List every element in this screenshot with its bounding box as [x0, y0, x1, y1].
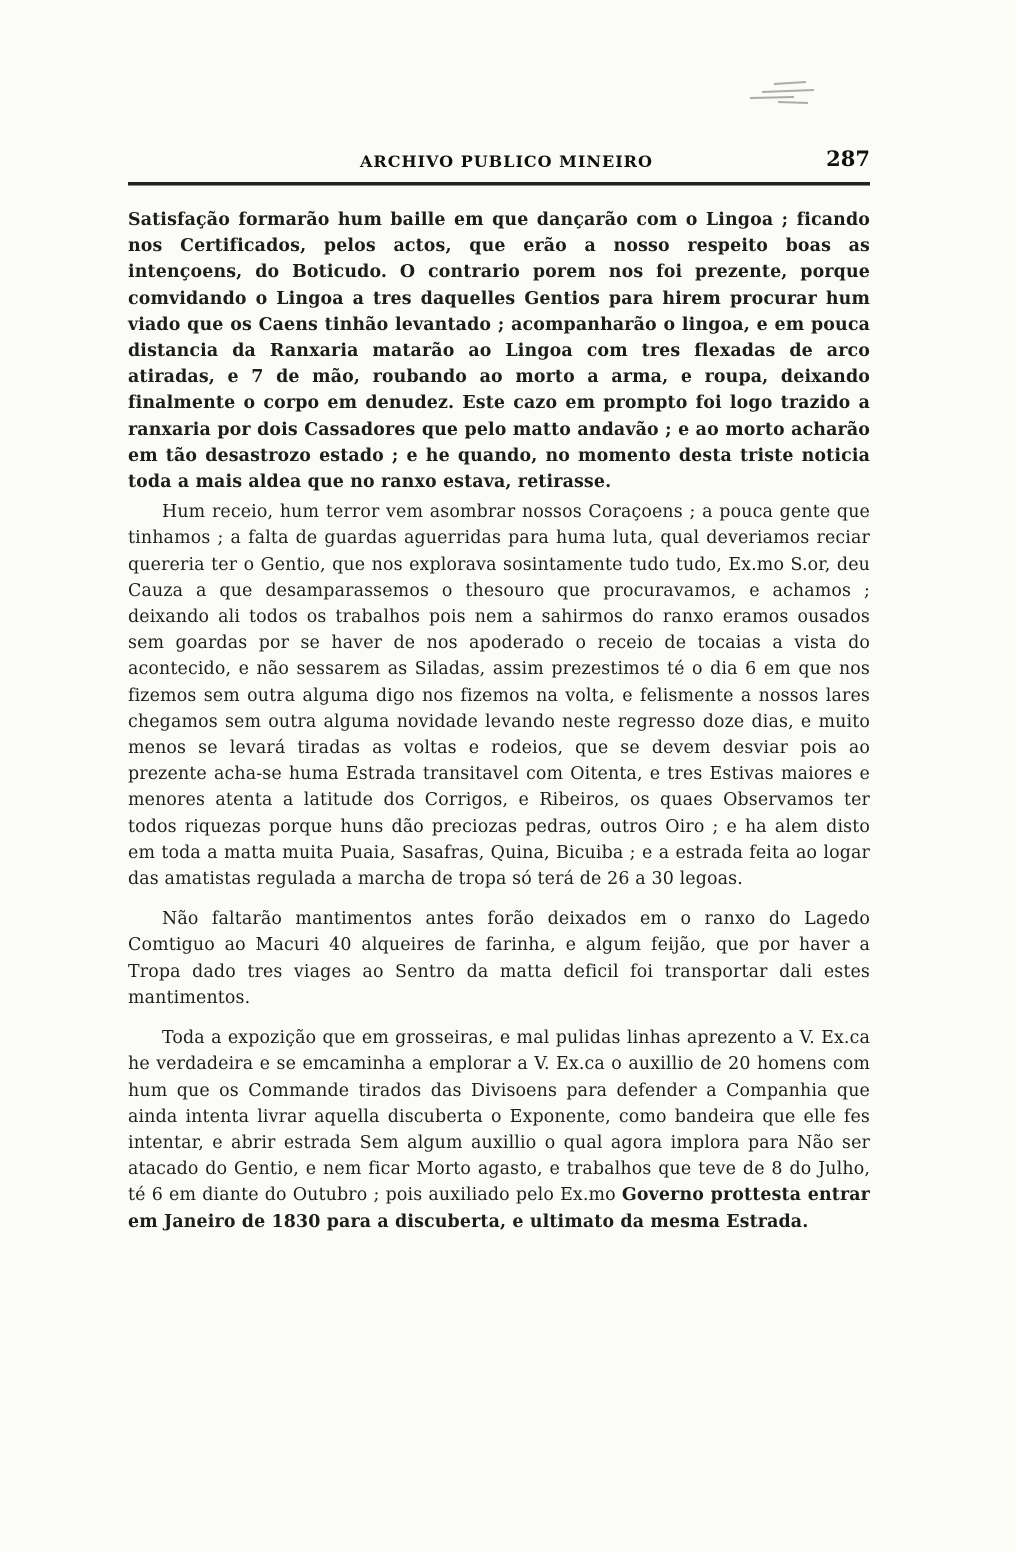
paragraph-4	[128, 1025, 870, 1235]
page-header	[128, 146, 870, 178]
scan-smudge-mark	[744, 78, 824, 108]
header-rule	[128, 182, 870, 186]
page-number: 287	[826, 146, 870, 171]
body-text	[128, 207, 870, 1235]
paragraph-1: Satisfação formarão hum baille em que dançarão com o Lingoa ; ficando nos Certificados, pelos actos, que erão a nosso respeito boas as intençoens, do Boticudo. O contrario porem nos foi prezente, porque comvidando o Lingoa a tres daquelles Gentios para hirem procurar hum viado que os Caens tinhão levantado ; acompanharão o lingoa, e em pouca distancia da Ranxaria matarão ao Lingoa com tres flexadas de arco atiradas, e 7 de mão, roubando ao morto a arma, e roupa, deixando finalmente o corpo em denudez. Este cazo em prompto foi logo trazido a ranxaria por dois Cassadores que pelo matto andavão ; e ao morto acharão em tão desastrozo estado ; e he quando, no momento desta triste noticia toda a mais aldea que no ranxo estava, retirasse.	[128, 210, 870, 493]
running-title: ARCHIVO PUBLICO MINEIRO	[360, 152, 653, 171]
paragraph-4-main: Toda a expozição que em grosseiras, e mal pulidas linhas aprezento a V. Ex.ca he verdadeira e se emcaminha a emplorar a V. Ex.ca o auxillio de 20 homens com hum que os Commande tirados das Divisoens para defender a Companhia que ainda intenta livrar aquella discuberta o Exponente, como bandeira que elle fes intentar, e abrir estrada Sem algum auxillio o qual agora implora para Não ser atacado do Gentio, e nem ficar Morto agasto, e trabalhos que teve de 8 do Julho, té 6 em diante do Outubro ; pois auxiliado pelo Ex.mo	[128, 1028, 870, 1206]
paragraph-3: Não faltarão mantimentos antes forão deixados em o ranxo do Lagedo Comtiguo ao Macuri 40 alqueires de farinha, e algum feijão, que por haver a Tropa dado tres viages ao Sentro da matta deficil foi transportar dali estes mantimentos.	[128, 909, 870, 1008]
paragraph-4-tail: Governo prottesta entrar em Janeiro de 1830 para a discuberta, e ultimato da mesma Estrada.	[128, 1185, 870, 1232]
paragraph-2: Hum receio, hum terror vem asombrar nossos Coraçoens ; a pouca gente que tinhamos ; a falta de guardas aguerridas para huma luta, qual deveriamos reciar quereria ter o Gentio, que nos explorava sosintamente tudo tudo, Ex.mo S.or, deu Cauza a que desamparassemos o thesouro que procuravamos, e achamos ; deixando ali todos os trabalhos pois nem a sahirmos do ranxo eramos ousados sem goardas por se haver de nos apoderado o receio de tocaias a vista do acontecido, e não sessarem as Siladas, assim prezestimos té o dia 6 em que nos fizemos sem outra alguma digo nos fizemos na volta, e felismente a nossos lares chegamos sem outra alguma novidade levando neste regresso doze dias, e muito menos se levará tiradas as voltas e rodeios, que se devem desviar pois ao prezente acha-se huma Estrada transitavel com Oitenta, e tres Estivas maiores e menores atenta a latitude dos Corrigos, e Ribeiros, os quaes Observamos ter todos riquezas porque huns dão preciozas pedras, outros Oiro ; e ha alem disto em toda a matta muita Puaia, Sasafras, Quina, Bicuiba ; e a estrada feita ao logar das amatistas regulada a marcha de tropa só terá de 26 a 30 legoas.	[128, 502, 870, 890]
